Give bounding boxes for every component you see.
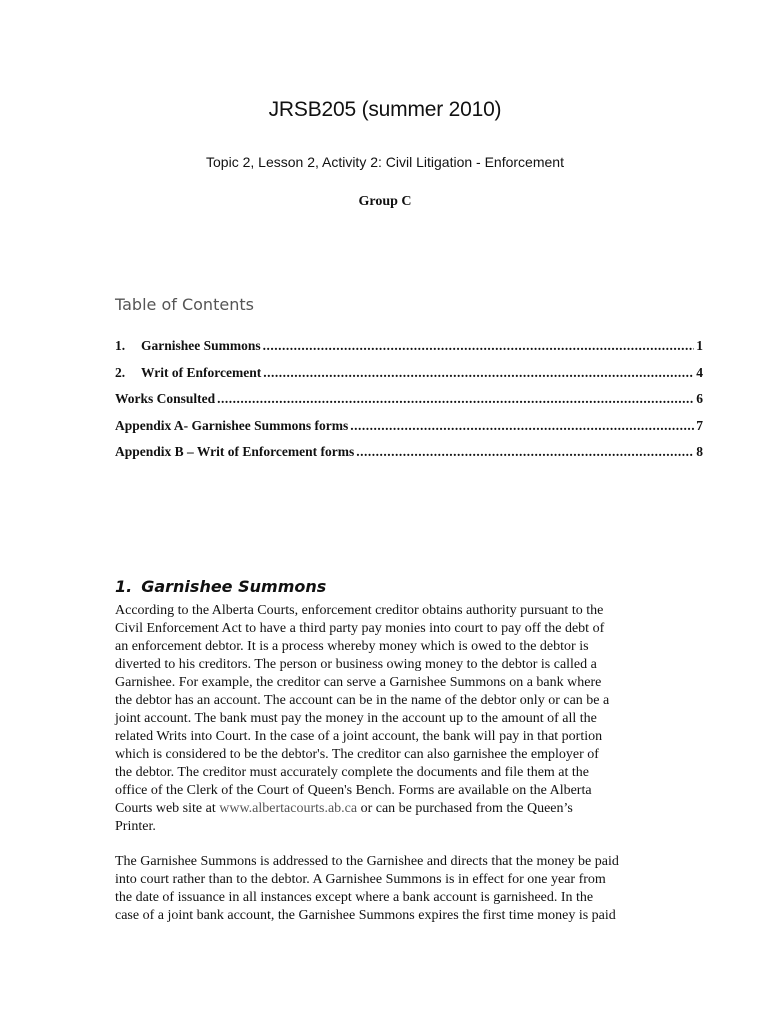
toc-leader-dots [356, 444, 694, 460]
toc-entry-number: 2. [115, 364, 126, 380]
alberta-courts-link[interactable]: www.albertacourts.ab.ca [219, 801, 358, 816]
toc-entry-label: Appendix A- Garnishee Summons forms [115, 417, 349, 433]
toc-entry-garnishee-summons[interactable] [115, 338, 703, 365]
text-line: diverted to his creditors. The person or business owing money to the debtor is called a [115, 657, 597, 672]
text-line: According to the Alberta Courts, enforcement creditor obtains authority pursuant to the [115, 603, 604, 618]
toc-leader-dots [217, 391, 694, 407]
toc-entry-page: 4 [696, 364, 703, 380]
text-line: Garnishee. For example, the creditor can serve a Garnishee Summons on a bank where [115, 675, 602, 690]
text-line: the debtor. The creditor must accurately complete the documents and file them at the [115, 765, 590, 780]
toc-entry-page: 1 [696, 338, 703, 353]
text-line: case of a joint bank account, the Garnishee Summons expires the first time money is paid [115, 908, 616, 923]
document-subtitle: Topic 2, Lesson 2, Activity 2: Civil Litigation - Enforcement [206, 154, 564, 170]
text-line: Civil Enforcement Act to have a third party pay monies into court to pay off the debt of [115, 621, 605, 636]
toc-entry-label: Works Consulted [115, 391, 216, 406]
text-line: the date of issuance in all instances except where a bank account is garnisheed. In the [115, 890, 594, 905]
section-title: Garnishee Summons [141, 577, 327, 596]
text-line: the debtor has an account. The account can be in the name of the debtor only or can be a [115, 693, 610, 708]
toc-leader-dots [263, 338, 695, 354]
toc-entry-page: 6 [696, 391, 703, 406]
toc-leader-dots [263, 365, 694, 381]
text-fragment: or can be purchased from the Queen’s [357, 801, 573, 816]
toc-entry-label: Appendix B – Writ of Enforcement forms [115, 444, 355, 459]
section-heading [115, 577, 326, 596]
toc-entry-label: Garnishee Summons [141, 338, 261, 353]
text-line: which is considered to be the debtor's. The creditor can also garnishee the employer of [115, 747, 599, 762]
document-title: JRSB205 (summer 2010) [268, 98, 502, 121]
toc-entry-label: Writ of Enforcement [141, 364, 262, 380]
text-line: Printer. [115, 819, 156, 834]
toc-heading: Table of Contents [115, 295, 254, 314]
section-number: 1. [115, 577, 133, 596]
paragraph [115, 602, 675, 836]
text-line: joint account. The bank must pay the money in the account up to the amount of all the [115, 711, 597, 726]
toc-entry-number: 1. [115, 338, 126, 353]
text-line: office of the Clerk of the Court of Queen's Bench. Forms are available on the Alberta [115, 783, 592, 798]
text-line: into court rather than to the debtor. A Garnishee Summons is in effect for one year from [115, 872, 606, 887]
toc-entry-works-consulted[interactable] [115, 391, 703, 418]
text-line [115, 800, 675, 818]
toc-entry-appendix-a[interactable] [115, 418, 703, 445]
paragraph [115, 853, 675, 925]
toc-entry-appendix-b[interactable] [115, 444, 703, 471]
table-of-contents [115, 338, 703, 471]
text-line: related Writs into Court. In the case of a joint account, the bank will pay in that portion [115, 729, 603, 744]
text-line: The Garnishee Summons is addressed to the Garnishee and directs that the money be paid [115, 854, 619, 869]
group-label: Group C [358, 194, 412, 209]
toc-entry-writ-of-enforcement[interactable] [115, 365, 703, 392]
toc-entry-page: 8 [696, 444, 703, 459]
toc-leader-dots [350, 418, 694, 434]
text-fragment: Courts web site at [115, 801, 220, 816]
toc-entry-page: 7 [696, 417, 703, 433]
text-line: an enforcement debtor. It is a process whereby money which is owed to the debtor is [115, 639, 589, 654]
